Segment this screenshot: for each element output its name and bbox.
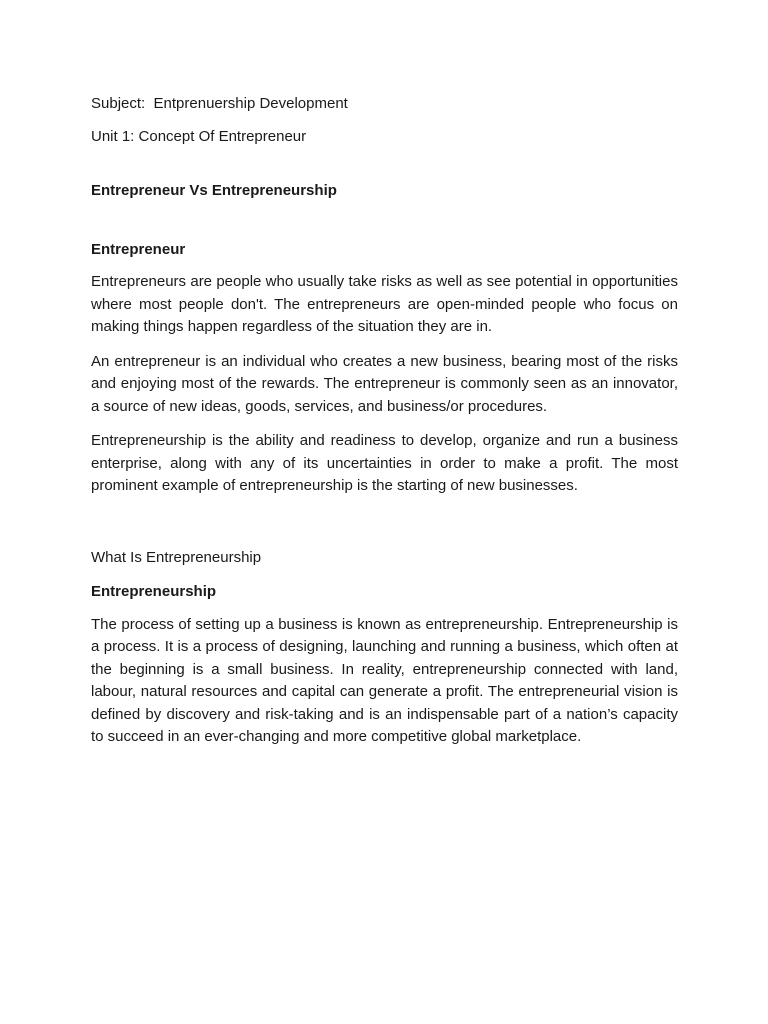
paragraph-entrepreneur-1: Entrepreneurs are people who usually take risks as well as see potential in opportunities where most people don't. The entrepreneurs are open-minded people who focus on making things happen regardless of the situation they are in. bbox=[91, 273, 678, 335]
subject-label: Subject: bbox=[91, 95, 146, 112]
section-title-entrepreneur-vs-entrepreneurship: Entrepreneur Vs Entrepreneurship bbox=[91, 182, 337, 199]
subject-line bbox=[91, 93, 678, 116]
unit-value: Concept Of Entrepreneur bbox=[138, 127, 307, 145]
paragraph-entrepreneur-2: An entrepreneur is an individual who creates a new business, bearing most of the risks and enjoying most of the rewards. The entrepreneur is commonly seen as an innovator, a source of new ideas, goods, services, and business/or procedures. bbox=[91, 352, 678, 415]
unit-line bbox=[91, 126, 678, 149]
paragraph-entrepreneurship-process: The process of setting up a business is known as entrepreneurship. Entrepreneurship is a process. It is a process of designing, launching and running a business, which often at the beginning is a small business. In reality, entrepreneurship connected with land, labour, natural resources and capital can generate a profit. The entrepreneurial vision is defined by discovery and risk-taking and is an indispensable part of a nation’s capacity to succeed in an ever-changing and more competitive global marketplace. bbox=[91, 615, 678, 745]
section-title-what-is-entrepreneurship: What Is Entrepreneurship bbox=[91, 548, 262, 566]
document-content bbox=[91, 93, 678, 749]
subheading-entrepreneurship: Entrepreneurship bbox=[91, 583, 217, 600]
paragraph-entrepreneurship-definition: Entrepreneurship is the ability and readiness to develop, organize and run a business enterprise, along with any of its uncertainties in order to make a profit. The most prominent example of entrepreneurship is the starting of new businesses. bbox=[91, 432, 678, 494]
unit-label: Unit 1: bbox=[91, 127, 135, 145]
subheading-entrepreneur: Entrepreneur bbox=[91, 240, 186, 258]
subject-value: Entprenuership Development bbox=[153, 95, 348, 112]
